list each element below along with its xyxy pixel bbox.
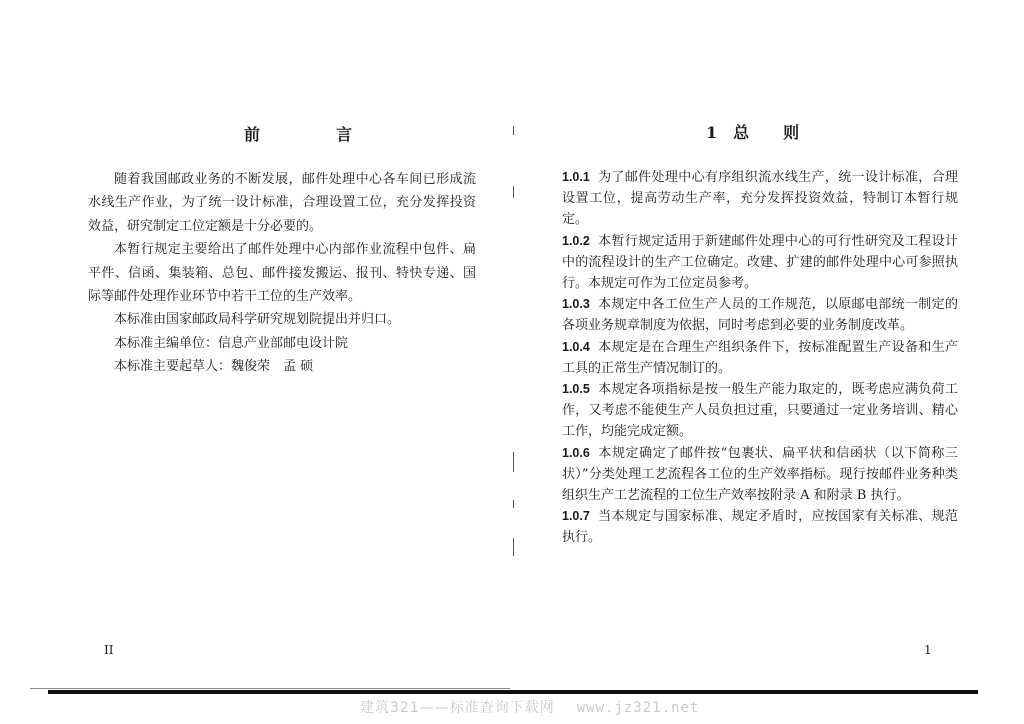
right-page-number: 1	[924, 643, 932, 657]
clause-text: 本规定中各工位生产人员的工作规范，以原邮电部统一制定的各项业务规章制度为依据，同时考虑到必要的业务制度改革。	[562, 297, 958, 334]
clause-number: 1.0.6	[562, 445, 590, 460]
bottom-rule-light	[30, 688, 510, 689]
clause-text: 本规定各项指标是按一般生产能力取定的，既考虑应满负荷工作，又考虑不能使生产人员负担过重，只要通过一定业务培训、精心工作，均能完成定额。	[562, 382, 958, 440]
left-page-number: II	[104, 643, 114, 657]
clause-number: 1.0.5	[562, 382, 590, 397]
clause-number: 1.0.1	[562, 170, 590, 184]
clause	[562, 231, 958, 295]
clause-text: 当本规定与国家标准、规定矛盾时，应按国家有关标准、规范执行。	[562, 509, 958, 546]
preface-body	[88, 168, 476, 379]
clause-number: 1.0.7	[562, 509, 590, 524]
clause	[562, 379, 958, 443]
preface-paragraph: 本标准由国家邮政局科学研究规划院提出并归口。	[114, 312, 401, 328]
clause	[562, 294, 958, 336]
clause-number: 1.0.3	[562, 297, 590, 312]
preface-paragraph: 随着我国邮政业务的不断发展，邮件处理中心各车间已形成流水线生产作业，为了统一设计标准，合理设置工位，充分发挥投资效益，研究制定工位定额是十分必要的。	[88, 172, 476, 234]
watermark	[360, 697, 699, 717]
watermark-url: www.jz321.net	[576, 700, 700, 716]
preface-paragraph: 本标准主要起草人：魏俊荣 孟 硕	[114, 359, 314, 375]
preface-paragraph: 本标准主编单位：信息产业部邮电设计院	[114, 335, 349, 351]
chapter-title	[706, 120, 803, 143]
clause	[562, 443, 958, 507]
clause	[562, 337, 958, 379]
bottom-rule	[48, 690, 978, 694]
chapter-title-word: 总	[733, 123, 754, 142]
general-provisions-body	[562, 167, 958, 549]
right-page	[512, 0, 1024, 724]
chapter-number: 1	[706, 123, 722, 142]
clause-number: 1.0.4	[562, 339, 590, 354]
watermark-text: 建筑321——标准查询下载网	[360, 700, 555, 716]
chapter-title-word: 则	[783, 123, 804, 142]
preface-title: 前 言	[244, 125, 383, 144]
clause	[562, 506, 958, 548]
clause-text: 本规定确定了邮件按“包裹状、扁平状和信函状（以下简称三状）”分类处理工艺流程各工位的生产效率指标。现行按邮件业务种类组织生产工艺流程的工位生产效率按附录 A 和附录 B 执行。	[562, 445, 958, 504]
clause-text: 本暂行规定适用于新建邮件处理中心的可行性研究及工程设计中的流程设计的生产工位确定。改建、扩建的邮件处理中心可参照执行。本规定可作为工位定员参考。	[562, 233, 958, 292]
clause-number: 1.0.2	[562, 233, 590, 248]
clause-text: 为了邮件处理中心有序组织流水线生产，统一设计标准，合理设置工位，提高劳动生产率，充分发挥投资效益，特制订本暂行规定。	[562, 170, 958, 228]
preface-paragraph: 本暂行规定主要给出了邮件处理中心内部作业流程中包件、扁平件、信函、集装箱、总包、邮件接发搬运、报刊、特快专递、国际等邮件处理作业环节中若干工位的生产效率。	[88, 242, 476, 305]
clause-text: 本规定是在合理生产组织条件下，按标准配置生产设备和生产工具的正常生产情况制订的。	[562, 339, 958, 376]
clause	[562, 167, 958, 231]
